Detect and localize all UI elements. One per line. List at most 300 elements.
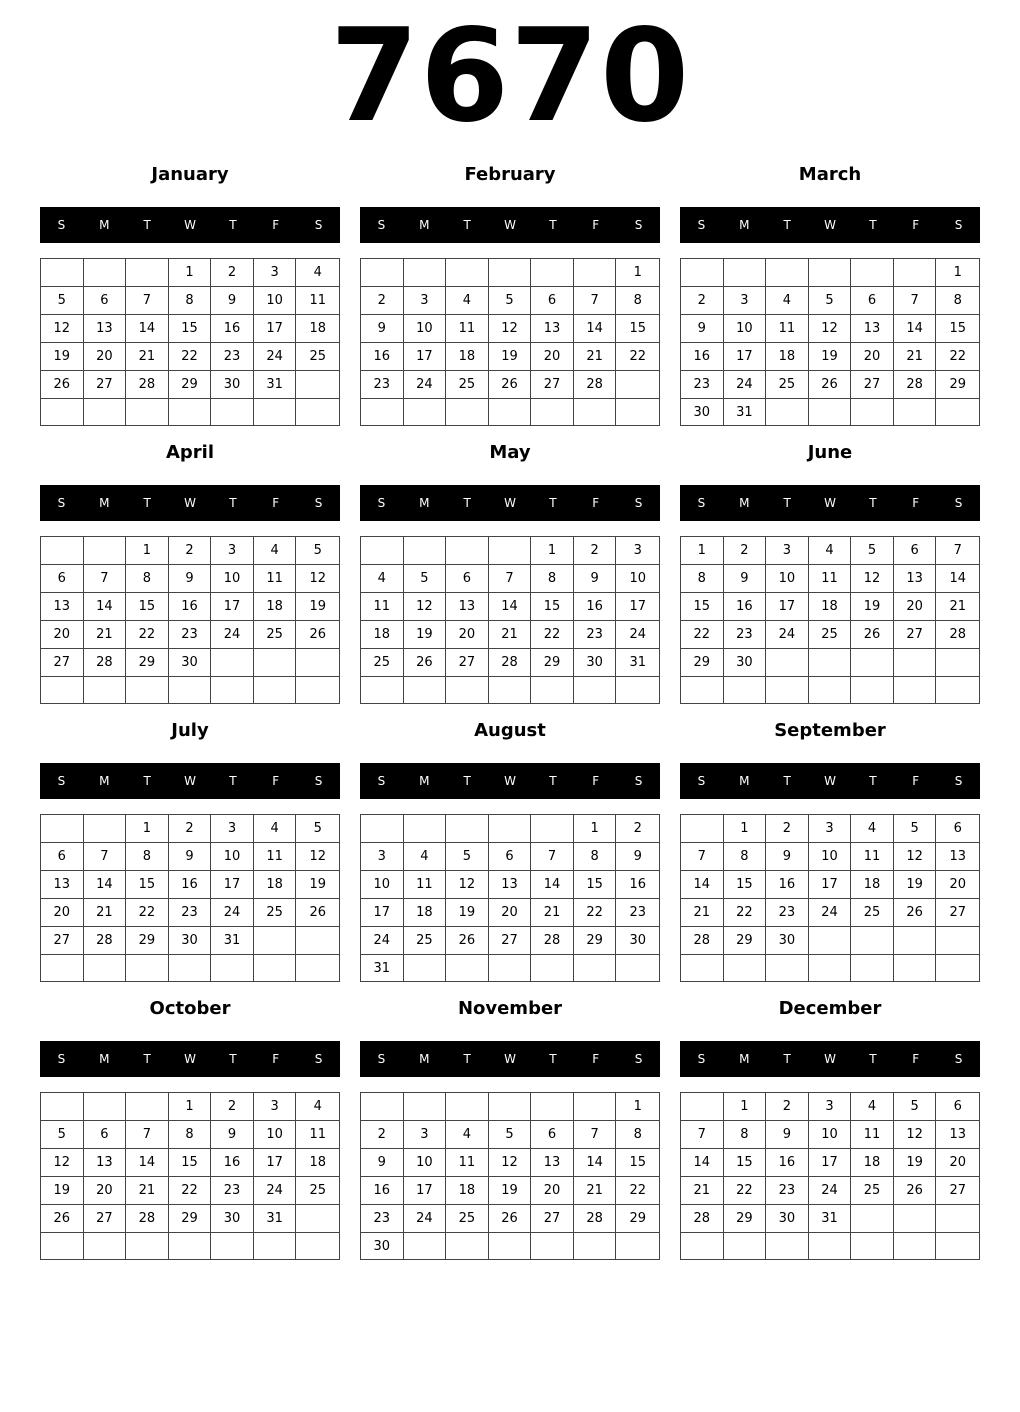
day-cell: 12 [446,871,489,899]
day-cell: 11 [296,1121,339,1149]
day-cell: 14 [531,871,574,899]
day-cell: 6 [41,843,84,871]
weekday-label: S [954,218,963,232]
day-cell: 6 [84,287,127,315]
day-cell: 1 [681,537,724,565]
day-cell: 5 [404,565,447,593]
empty-cell [446,1093,489,1121]
empty-cell [126,399,169,425]
weekday-label: W [184,1052,196,1066]
day-cell: 18 [851,871,894,899]
empty-cell [404,1093,447,1121]
day-cell: 6 [446,565,489,593]
empty-cell [84,677,127,703]
day-cell: 29 [531,649,574,677]
month-september [680,716,980,986]
day-cell: 5 [894,815,937,843]
empty-cell [616,399,659,425]
day-cell: 4 [766,287,809,315]
day-cell: 15 [936,315,979,343]
day-cell: 2 [169,815,212,843]
month-name: March [798,164,862,185]
empty-cell [681,815,724,843]
empty-cell [894,1233,937,1259]
weekday-label: S [697,218,706,232]
empty-cell [296,371,339,399]
weekday-label: M [419,1052,430,1066]
day-cell: 20 [531,343,574,371]
weekday-label: S [634,774,643,788]
weekday-label: M [99,774,110,788]
day-cell: 9 [766,843,809,871]
day-cell: 5 [446,843,489,871]
empty-cell [809,955,852,981]
day-cell: 27 [936,1177,979,1205]
day-cell: 18 [296,315,339,343]
day-cell: 24 [766,621,809,649]
day-grid [680,258,980,426]
day-cell: 17 [616,593,659,621]
empty-cell [84,815,127,843]
month-october [40,994,340,1264]
day-cell: 30 [361,1233,404,1260]
empty-cell [446,399,489,425]
day-cell: 16 [211,315,254,343]
day-cell: 17 [211,593,254,621]
day-cell: 13 [84,315,127,343]
day-cell: 12 [894,843,937,871]
day-cell: 23 [211,1177,254,1205]
empty-cell [766,399,809,426]
empty-cell [936,1233,979,1259]
day-cell: 14 [84,871,127,899]
weekday-label: S [377,1052,386,1066]
day-cell: 4 [851,1093,894,1121]
weekday-label: S [377,218,386,232]
day-cell: 23 [361,371,404,399]
day-cell: 26 [489,1205,532,1233]
day-cell: 20 [531,1177,574,1205]
day-grid [40,814,340,982]
day-cell: 31 [724,399,767,426]
day-cell: 31 [254,1205,297,1233]
day-cell: 3 [254,1093,297,1121]
day-cell: 20 [489,899,532,927]
day-cell: 19 [894,1149,937,1177]
weekday-label: S [697,496,706,510]
day-cell: 10 [404,315,447,343]
weekday-label: S [697,1052,706,1066]
weekday-label: M [419,774,430,788]
day-cell: 4 [254,815,297,843]
day-cell: 17 [809,1149,852,1177]
day-cell: 12 [894,1121,937,1149]
weekday-label: T [783,1052,791,1066]
empty-cell [404,815,447,843]
weekday-header [360,207,660,243]
weekday-header [360,1041,660,1077]
day-cell: 22 [616,1177,659,1205]
month-april [40,438,340,708]
day-cell: 28 [126,371,169,399]
day-cell: 27 [936,899,979,927]
day-cell: 2 [724,537,767,565]
day-cell: 15 [616,315,659,343]
empty-cell [254,399,297,425]
weekday-header [40,763,340,799]
day-cell: 23 [169,621,212,649]
empty-cell [361,399,404,425]
empty-cell [851,399,894,426]
day-cell: 13 [894,565,937,593]
day-cell: 8 [531,565,574,593]
day-grid [40,1092,340,1260]
day-cell: 1 [616,259,659,287]
day-cell: 11 [404,871,447,899]
empty-cell [84,399,127,425]
day-cell: 15 [126,871,169,899]
day-cell: 21 [84,621,127,649]
empty-cell [296,955,339,981]
day-cell: 29 [724,927,767,955]
empty-cell [809,399,852,426]
day-cell: 14 [84,593,127,621]
day-cell: 17 [211,871,254,899]
empty-cell [681,1093,724,1121]
day-cell: 22 [936,343,979,371]
day-cell: 12 [296,565,339,593]
day-cell: 29 [574,927,617,955]
empty-cell [446,677,489,703]
empty-cell [809,927,852,955]
day-cell: 13 [936,1121,979,1149]
weekday-label: S [954,774,963,788]
day-cell: 3 [404,287,447,315]
day-cell: 17 [404,1177,447,1205]
weekday-label: S [697,774,706,788]
day-cell: 25 [296,343,339,371]
weekday-label: F [272,496,280,510]
day-cell: 22 [724,899,767,927]
day-cell: 1 [616,1093,659,1121]
month-name: September [774,720,886,741]
day-cell: 4 [851,815,894,843]
day-cell: 23 [766,899,809,927]
weekday-label: T [143,1052,151,1066]
weekday-label: F [592,774,600,788]
weekday-label: S [377,496,386,510]
day-cell: 16 [574,593,617,621]
day-cell: 21 [936,593,979,621]
day-cell: 10 [766,565,809,593]
day-cell: 28 [894,371,937,399]
day-cell: 3 [361,843,404,871]
day-cell: 7 [936,537,979,565]
day-cell: 12 [809,315,852,343]
day-cell: 15 [126,593,169,621]
day-cell: 13 [531,315,574,343]
empty-cell [894,677,937,703]
day-cell: 16 [724,593,767,621]
weekday-label: S [57,774,66,788]
day-cell: 29 [936,371,979,399]
day-cell: 31 [211,927,254,955]
day-cell: 7 [574,287,617,315]
weekday-label: S [954,496,963,510]
weekday-label: M [739,774,750,788]
day-cell: 28 [681,1205,724,1233]
day-cell: 4 [446,1121,489,1149]
empty-cell [766,649,809,677]
day-cell: 6 [84,1121,127,1149]
day-grid [680,1092,980,1260]
day-cell: 8 [681,565,724,593]
day-cell: 16 [766,871,809,899]
day-cell: 10 [361,871,404,899]
weekday-label: T [783,496,791,510]
day-cell: 15 [531,593,574,621]
day-cell: 30 [211,371,254,399]
day-cell: 20 [84,1177,127,1205]
day-cell: 26 [894,899,937,927]
day-grid [40,258,340,426]
weekday-label: W [504,218,516,232]
day-cell: 10 [254,287,297,315]
weekday-label: M [739,496,750,510]
day-cell: 20 [41,621,84,649]
day-cell: 5 [296,815,339,843]
empty-cell [894,399,937,426]
day-cell: 14 [574,315,617,343]
empty-cell [446,259,489,287]
weekday-header [360,763,660,799]
day-cell: 4 [446,287,489,315]
weekday-label: W [824,218,836,232]
weekday-label: S [634,218,643,232]
empty-cell [489,399,532,425]
day-cell: 4 [809,537,852,565]
month-november [360,994,660,1264]
day-grid [360,258,660,426]
weekday-label: S [314,496,323,510]
day-cell: 20 [41,899,84,927]
day-cell: 16 [361,343,404,371]
weekday-label: S [954,1052,963,1066]
empty-cell [681,259,724,287]
day-cell: 23 [616,899,659,927]
day-cell: 25 [446,371,489,399]
day-cell: 18 [446,343,489,371]
year-title: 7670 [329,2,691,151]
empty-cell [169,677,212,703]
day-cell: 30 [616,927,659,955]
day-cell: 24 [211,899,254,927]
day-cell: 16 [361,1177,404,1205]
day-grid [360,536,660,704]
day-cell: 3 [809,815,852,843]
month-july [40,716,340,986]
day-cell: 17 [254,1149,297,1177]
month-may [360,438,660,708]
day-cell: 26 [404,649,447,677]
empty-cell [851,955,894,981]
weekday-label: S [314,218,323,232]
weekday-label: T [229,1052,237,1066]
day-cell: 29 [724,1205,767,1233]
day-cell: 13 [41,871,84,899]
day-cell: 21 [126,1177,169,1205]
weekday-header [680,207,980,243]
day-cell: 18 [361,621,404,649]
empty-cell [296,399,339,425]
day-cell: 5 [489,287,532,315]
empty-cell [574,399,617,425]
empty-cell [41,1093,84,1121]
empty-cell [404,677,447,703]
weekday-label: M [739,218,750,232]
empty-cell [616,371,659,399]
day-cell: 2 [766,815,809,843]
day-cell: 11 [809,565,852,593]
day-cell: 9 [574,565,617,593]
day-cell: 15 [169,1149,212,1177]
day-cell: 10 [211,843,254,871]
day-cell: 10 [211,565,254,593]
empty-cell [681,1233,724,1259]
weekday-label: F [912,218,920,232]
empty-cell [446,1233,489,1260]
day-cell: 14 [936,565,979,593]
empty-cell [851,1233,894,1259]
empty-cell [211,677,254,703]
day-cell: 9 [766,1121,809,1149]
month-february [360,160,660,430]
day-cell: 26 [296,899,339,927]
month-name: October [149,998,231,1019]
empty-cell [766,1233,809,1259]
day-cell: 3 [724,287,767,315]
day-cell: 25 [851,1177,894,1205]
empty-cell [809,1233,852,1259]
day-cell: 23 [169,899,212,927]
empty-cell [851,259,894,287]
day-cell: 2 [211,1093,254,1121]
empty-cell [41,955,84,981]
day-cell: 6 [489,843,532,871]
empty-cell [531,399,574,425]
day-cell: 29 [616,1205,659,1233]
weekday-label: T [869,774,877,788]
day-cell: 26 [446,927,489,955]
day-cell: 28 [681,927,724,955]
empty-cell [41,815,84,843]
day-cell: 10 [616,565,659,593]
day-cell: 7 [489,565,532,593]
empty-cell [126,259,169,287]
day-cell: 5 [894,1093,937,1121]
empty-cell [361,1093,404,1121]
empty-cell [169,955,212,981]
day-cell: 7 [84,843,127,871]
day-cell: 21 [894,343,937,371]
day-cell: 30 [766,927,809,955]
empty-cell [574,677,617,703]
day-cell: 8 [936,287,979,315]
weekday-label: W [184,218,196,232]
empty-cell [936,927,979,955]
day-cell: 23 [211,343,254,371]
day-cell: 18 [254,871,297,899]
empty-cell [616,1233,659,1260]
weekday-header [680,763,980,799]
empty-cell [126,677,169,703]
day-cell: 29 [126,649,169,677]
day-cell: 5 [809,287,852,315]
empty-cell [446,537,489,565]
day-cell: 25 [766,371,809,399]
day-cell: 19 [296,871,339,899]
weekday-label: W [184,496,196,510]
month-name: May [489,442,531,463]
weekday-label: W [504,1052,516,1066]
day-cell: 7 [574,1121,617,1149]
day-cell: 8 [169,1121,212,1149]
day-cell: 14 [126,315,169,343]
day-cell: 21 [681,1177,724,1205]
weekday-label: T [143,774,151,788]
empty-cell [936,399,979,426]
day-cell: 31 [616,649,659,677]
weekday-label: F [592,218,600,232]
empty-cell [851,649,894,677]
day-cell: 20 [84,343,127,371]
weekday-label: W [824,1052,836,1066]
weekday-label: F [912,774,920,788]
day-cell: 8 [126,565,169,593]
empty-cell [126,1233,169,1259]
empty-cell [404,399,447,425]
weekday-label: T [463,496,471,510]
day-cell: 19 [446,899,489,927]
day-cell: 6 [531,287,574,315]
empty-cell [766,955,809,981]
day-cell: 10 [404,1149,447,1177]
day-cell: 27 [446,649,489,677]
day-cell: 2 [211,259,254,287]
day-cell: 6 [936,815,979,843]
day-cell: 25 [851,899,894,927]
day-cell: 24 [809,899,852,927]
empty-cell [296,1233,339,1259]
day-cell: 17 [254,315,297,343]
day-cell: 11 [361,593,404,621]
weekday-label: M [99,1052,110,1066]
month-name: November [457,998,563,1019]
day-cell: 7 [681,1121,724,1149]
empty-cell [211,399,254,425]
day-cell: 12 [851,565,894,593]
empty-cell [296,677,339,703]
day-cell: 19 [809,343,852,371]
day-cell: 23 [361,1205,404,1233]
weekday-header [680,485,980,521]
empty-cell [254,677,297,703]
empty-cell [724,1233,767,1259]
day-cell: 5 [41,287,84,315]
weekday-label: F [592,1052,600,1066]
day-cell: 28 [84,927,127,955]
weekday-label: T [143,496,151,510]
